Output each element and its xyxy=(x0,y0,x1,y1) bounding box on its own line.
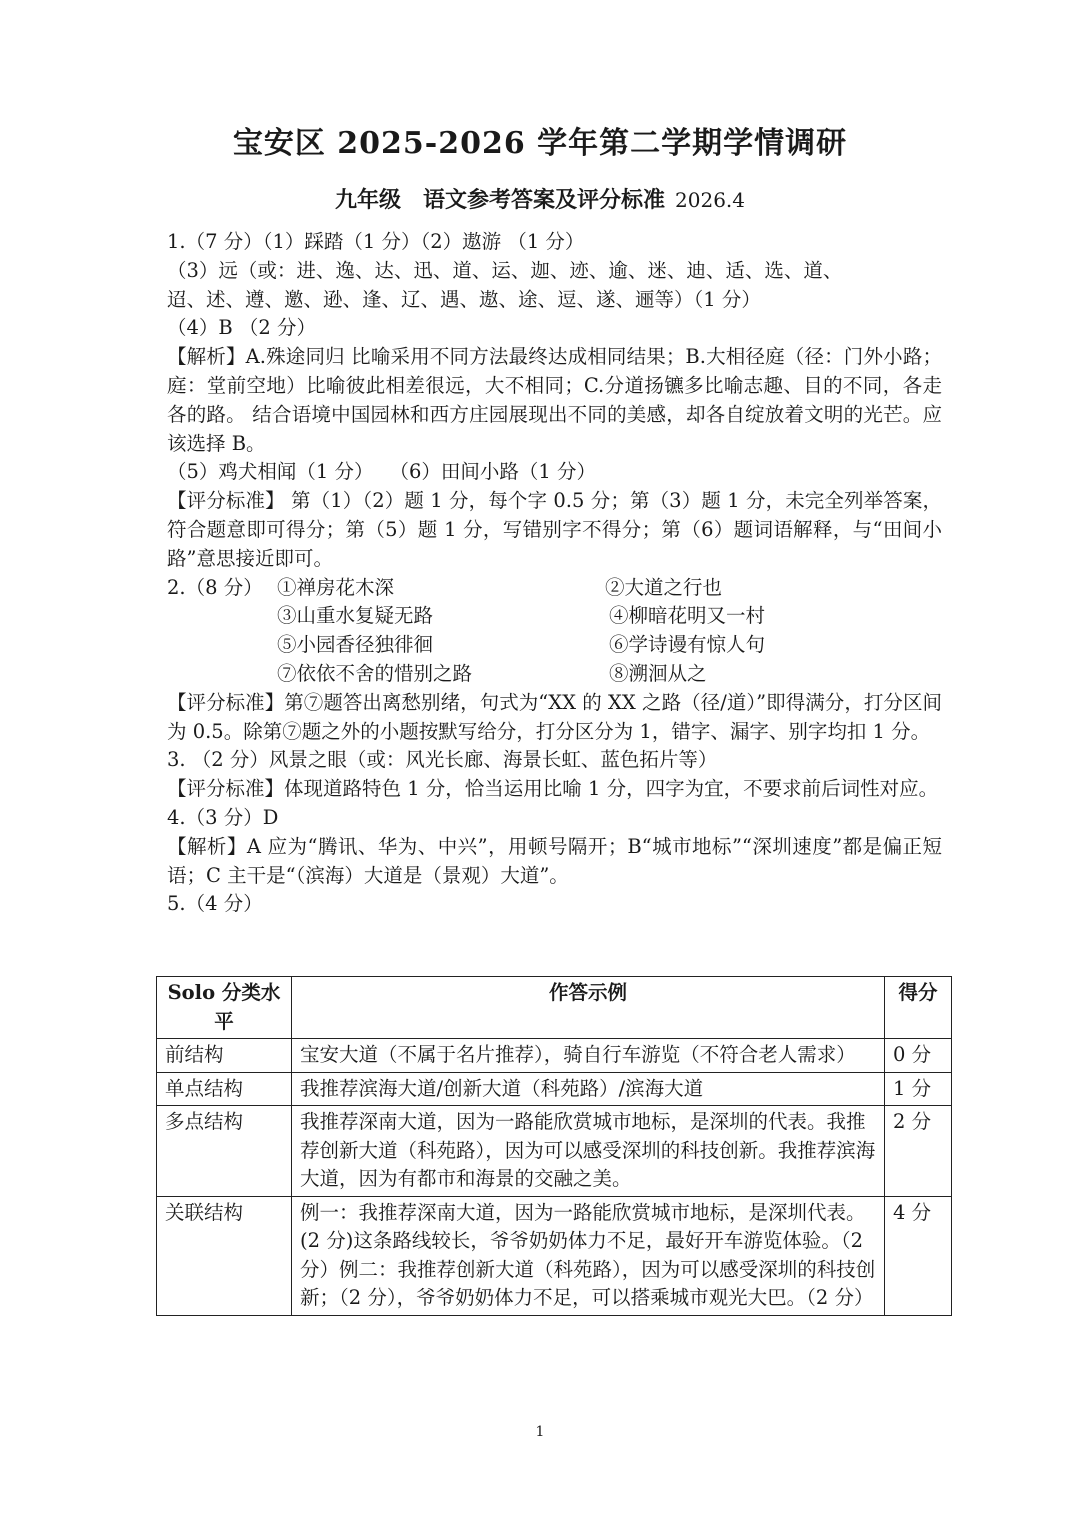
q1-line-1: 1.（7 分）（1）踩踏（1 分）（2）遨游 （1 分） xyxy=(167,230,585,253)
row-example: 例一：我推荐深南大道，因为一路能欣赏城市地标，是深圳代表。(2 分)这条路线较长，爷爷奶奶体力不足，最好开车游览体验。（2 分）例二：我推荐创新大道（科苑路），因为可以感受深圳的科技创新；（2 分），爷爷奶奶体力不足，可以搭乘城市观光大巴。（2 分） xyxy=(292,1196,885,1315)
table-row xyxy=(157,1039,952,1073)
q2-row-1 xyxy=(167,574,942,603)
row-example: 宝安大道（不属于名片推荐），骑自行车游览（不符合老人需求） xyxy=(292,1039,885,1073)
q1-line-5: （5）鸡犬相闻（1 分） （6）田间小路（1 分） xyxy=(167,460,596,484)
q4-line-1: 4.（3 分）D xyxy=(167,805,279,829)
table-header-row xyxy=(157,977,952,1039)
q3-line-1: 3. （2 分）风景之眼（或：风光长廊、海景长虹、蓝色拓片等） xyxy=(167,748,718,772)
row-example: 我推荐滨海大道/创新大道（科苑路）/滨海大道 xyxy=(292,1072,885,1106)
q2-head: 2.（8 分） xyxy=(167,575,263,599)
header-level: Solo 分类水平 xyxy=(157,977,292,1039)
q2-criteria: 【评分标准】第⑦题答出离愁别绪，句式为“XX 的 XX 之路（径/道）”即得满分，打分区间为 0.5。除第⑦题之外的小题按默写给分，打分区分为 1，错字、漏字、别字均扣 1 分。 xyxy=(167,690,942,743)
row-score: 1 分 xyxy=(885,1072,952,1106)
document-subtitle xyxy=(0,183,1080,214)
row-level: 单点结构 xyxy=(157,1072,292,1106)
q1-line-4: （4）B （2 分） xyxy=(167,316,317,340)
row-level: 多点结构 xyxy=(157,1106,292,1197)
q2-item-5: ⑤小园香径独徘徊 xyxy=(277,633,434,657)
document-title: 宝安区 2025-2026 学年第二学期学情调研 xyxy=(232,126,848,161)
row-example: 我推荐深南大道，因为一路能欣赏城市地标，是深圳的代表。我推荐创新大道（科苑路），因为可以感受深圳的科技创新。我推荐滨海大道，因为有都市和海景的交融之美。 xyxy=(292,1106,885,1197)
header-example: 作答示例 xyxy=(292,977,885,1039)
q2-item-6: ⑥学诗谩有惊人句 xyxy=(609,633,766,657)
q1-line-3: 迢、述、遵、邀、逊、逢、辽、遇、遨、途、逗、遂、逦等）（1 分） xyxy=(167,287,761,311)
subtitle-main: 九年级 语文参考答案及评分标准 xyxy=(335,187,666,213)
q2-item-7: ⑦依依不舍的惜别之路 xyxy=(277,661,473,685)
row-level: 关联结构 xyxy=(157,1196,292,1315)
q1-criteria: 【评分标准】 第（1）（2）题 1 分，每个字 0.5 分；第（3）题 1 分，未完全列举答案，符合题意即可得分；第（5）题 1 分，写错别字不得分；第（6）题词语解释，与“田间小路”意思接近即可。 xyxy=(167,489,942,570)
q2-item-1: ①禅房花木深 xyxy=(277,575,395,599)
q4-analysis: 【解析】A 应为“腾讯、华为、中兴”，用顿号隔开；B“城市地标”“深圳速度”都是偏正短语；C 主干是“（滨海）大道是（景观）大道”。 xyxy=(167,834,942,887)
row-score: 2 分 xyxy=(885,1106,952,1197)
row-score: 4 分 xyxy=(885,1196,952,1315)
row-level: 前结构 xyxy=(157,1039,292,1073)
q3-criteria: 【评分标准】体现道路特色 1 分，恰当运用比喻 1 分，四字为宜，不要求前后词性对应。 xyxy=(167,777,939,801)
q2-item-8: ⑧溯洄从之 xyxy=(609,661,707,685)
solo-scoring-table xyxy=(156,976,952,1316)
q2-row-2 xyxy=(167,602,942,631)
q2-item-4: ④柳暗花明又一村 xyxy=(609,604,766,628)
subtitle-date: 2026.4 xyxy=(675,188,745,212)
q2-row-3 xyxy=(167,631,942,660)
table-row xyxy=(157,1196,952,1315)
row-score: 0 分 xyxy=(885,1039,952,1073)
table-row xyxy=(157,1106,952,1197)
table-row xyxy=(157,1072,952,1106)
q1-analysis: 【解析】A.殊途同归 比喻采用不同方法最终达成相同结果；B.大相径庭（径：门外小路；庭：堂前空地）比喻彼此相差很远，大不相同；C.分道扬镳多比喻志趣、目的不同，各走各的路。 结合语境中国园林和西方庄园展现出不同的美感，却各自绽放着文明的光芒。应该选择 B。 xyxy=(167,345,942,455)
q2-row-4 xyxy=(167,660,942,689)
q1-line-2: （3）远（或：进、逸、达、迅、道、运、迦、迹、逾、迷、迪、适、选、道、 xyxy=(167,258,843,282)
q2-item-3: ③山重水复疑无路 xyxy=(277,604,434,628)
answer-content xyxy=(167,228,942,919)
q2-item-2: ②大道之行也 xyxy=(605,575,723,599)
header-score: 得分 xyxy=(885,977,952,1039)
page-number: 1 xyxy=(535,1424,545,1440)
q5-line-1: 5.（4 分） xyxy=(167,892,263,916)
